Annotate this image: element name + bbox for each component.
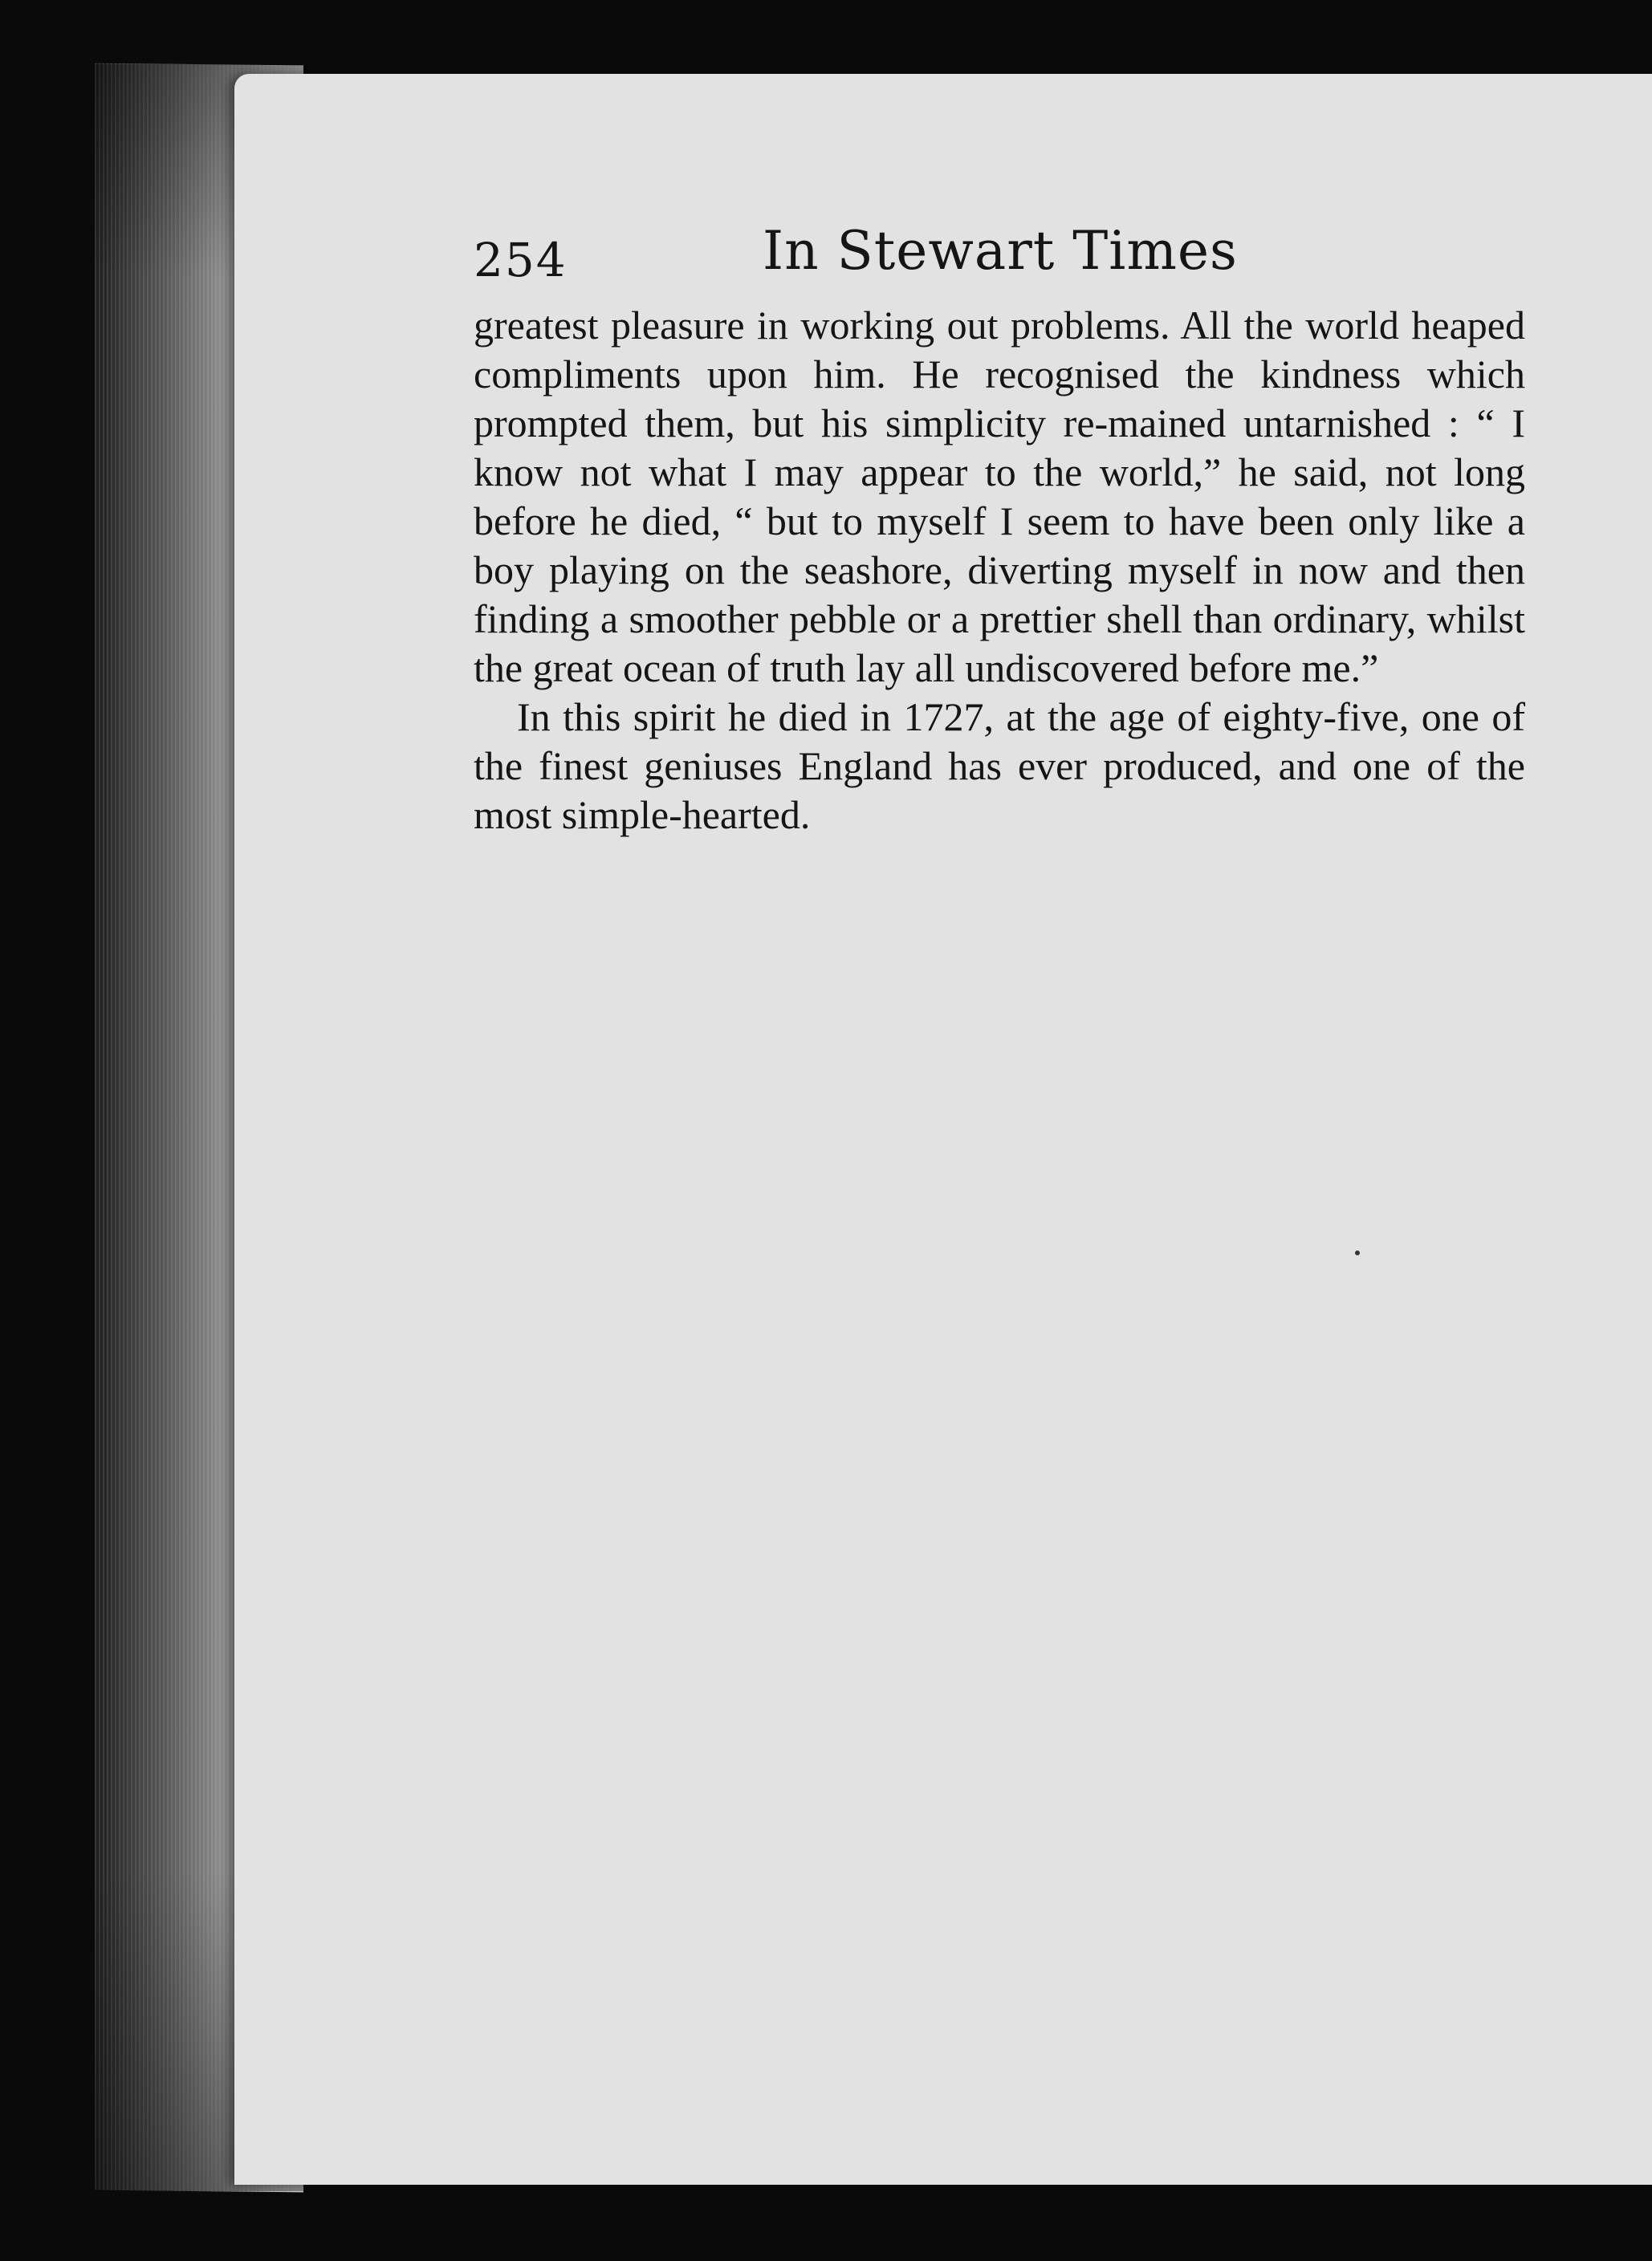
- running-head: [474, 215, 1260, 287]
- book-title: In Stewart Times: [763, 220, 1238, 282]
- scan-speck: [1355, 1250, 1360, 1255]
- body-text: [474, 301, 1525, 840]
- page-number: 254: [474, 233, 568, 287]
- paragraph-continuation: greatest pleasure in working out problems. All the world heaped compliments upon him. He recognised the kindness which prompted them, but his simplicity re-mained untarnished : “ I know not what I may appear to the world,” he said, not long before he died, “ but to myself I seem to have been only like a boy playing on the seashore, diverting myself in now and then finding a smoother pebble or a prettier shell than ordinary, whilst the great ocean of truth lay all undiscovered before me.”: [474, 303, 1525, 690]
- paragraph-closing: In this spirit he died in 1727, at the age of eighty-five, one of the finest geniuses England has ever produced, and one of the most simple-hearted.: [474, 694, 1525, 837]
